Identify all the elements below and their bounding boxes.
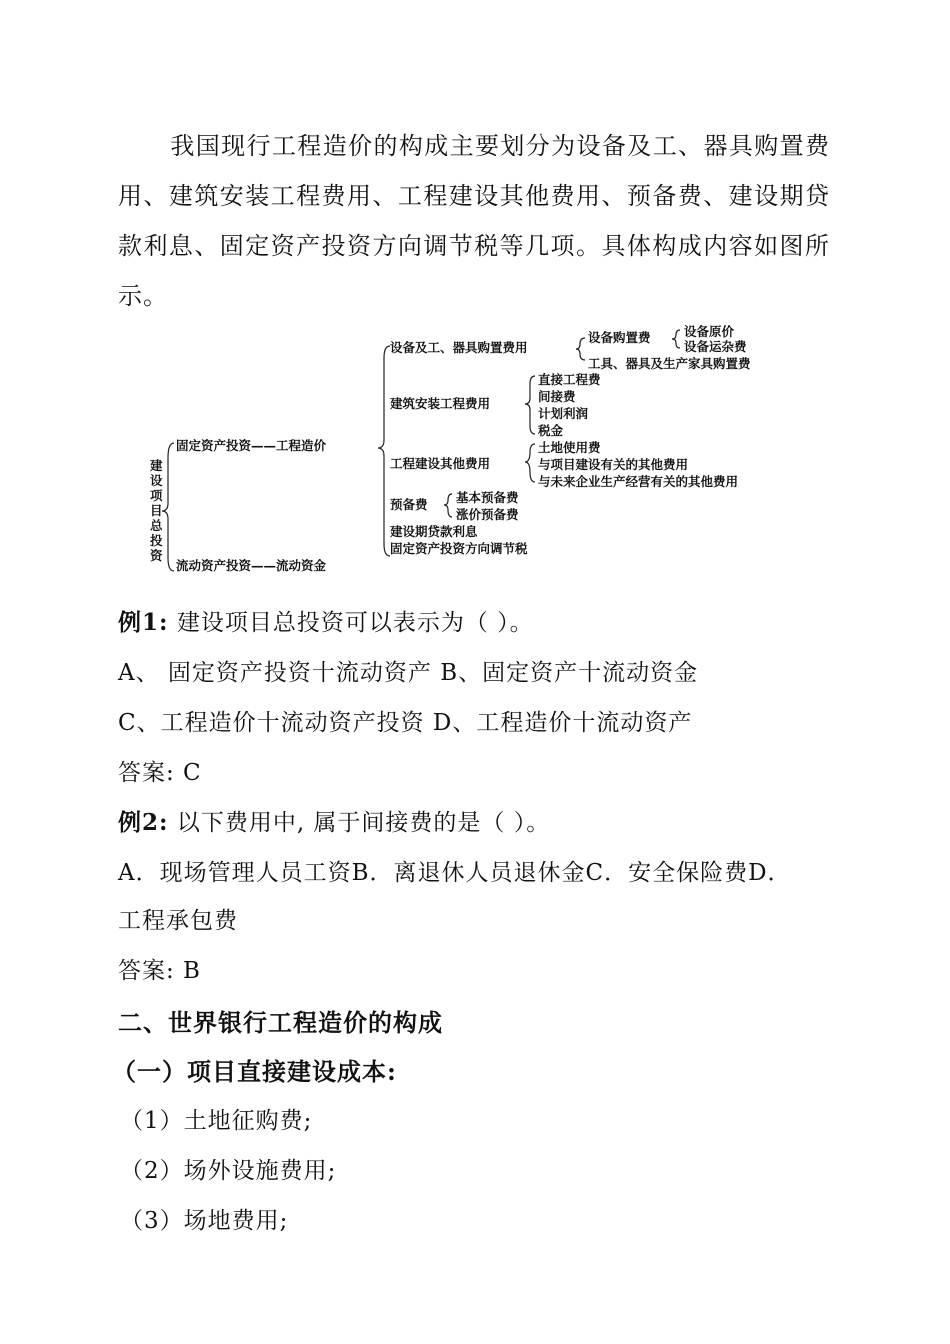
planned-profit-label: 计划利润: [538, 406, 589, 421]
price-reserve-label: 涨价预备费: [456, 507, 519, 522]
equipment-purchase-label: 设备购置费: [588, 330, 651, 345]
svg-text:设: 设: [150, 473, 163, 488]
equipment-label: 设备及工、器具购置费用: [390, 340, 528, 355]
section-heading: 二、世界银行工程造价的构成: [118, 1008, 443, 1037]
current-investment-label: 流动资产投资——流动资金: [176, 558, 327, 573]
example2-answer: 答案: B: [118, 958, 201, 984]
land-fee-label: 土地使用费: [538, 440, 601, 455]
tax-label: 税金: [538, 423, 564, 438]
basic-reserve-label: 基本预备费: [456, 490, 519, 505]
example1-question: [118, 604, 534, 637]
project-related-label: 与项目建设有关的其他费用: [538, 457, 689, 472]
diagram-root-label: [149, 458, 163, 563]
list-item: （1）土地征购费;: [120, 1108, 313, 1134]
example1-answer: 答案: C: [118, 760, 202, 786]
future-related-label: 与未来企业生产经营有关的其他费用: [538, 474, 739, 489]
direct-cost-label: 直接工程费: [538, 372, 601, 387]
svg-text:目: 目: [150, 503, 163, 518]
example1-options-ab: A、 固定资产投资十流动资产 B、固定资产十流动资金: [118, 660, 699, 686]
equipment-transport-label: 设备运杂费: [684, 339, 747, 354]
cost-composition-diagram: [140, 318, 830, 586]
svg-text:建: 建: [150, 458, 163, 473]
intro-text: 我国现行工程造价的构成主要划分为设备及工、器具购置费用、建筑安装工程费用、工程建设其他费用、预备费、建设期贷款利息、固定资产投资方向调节税等几项。具体构成内容如图所示。: [118, 132, 830, 310]
example2-options-line2: 工程承包费: [118, 908, 238, 934]
intro-paragraph: [118, 121, 830, 321]
other-costs-label: 工程建设其他费用: [390, 456, 491, 471]
adjust-tax-label: 固定资产投资方向调节税: [390, 541, 528, 556]
indirect-cost-label: 间接费: [538, 389, 576, 404]
example1-label: 例1:: [118, 609, 169, 636]
loan-interest-label: 建设期贷款利息: [390, 524, 478, 539]
tools-label: 工具、器具及生产家具购置费: [588, 356, 751, 371]
example2-stem: 以下费用中, 属于间接费的是（ ）。: [176, 810, 551, 836]
reserve-label: 预备费: [390, 497, 428, 512]
construction-label: 建筑安装工程费用: [390, 396, 491, 411]
example2-question: [118, 804, 550, 837]
list-item: （2）场外设施费用;: [120, 1158, 337, 1184]
subsection-heading: （一）项目直接建设成本:: [112, 1057, 397, 1086]
example2-label: 例2:: [118, 809, 169, 836]
example1-options-cd: C、工程造价十流动资产投资 D、工程造价十流动资产: [118, 710, 693, 736]
example1-stem: 建设项目总投资可以表示为（ ）。: [176, 610, 534, 636]
svg-text:总: 总: [150, 518, 163, 533]
example2-options-line1: A．现场管理人员工资B．离退休人员退休金C．安全保险费D．: [118, 860, 792, 886]
svg-text:资: 资: [150, 548, 163, 563]
fixed-investment-label: 固定资产投资——工程造价: [176, 438, 327, 453]
list-item: （3）场地费用;: [120, 1208, 289, 1234]
svg-text:项: 项: [150, 488, 163, 503]
equipment-original-label: 设备原价: [684, 324, 735, 339]
svg-text:投: 投: [150, 533, 163, 548]
